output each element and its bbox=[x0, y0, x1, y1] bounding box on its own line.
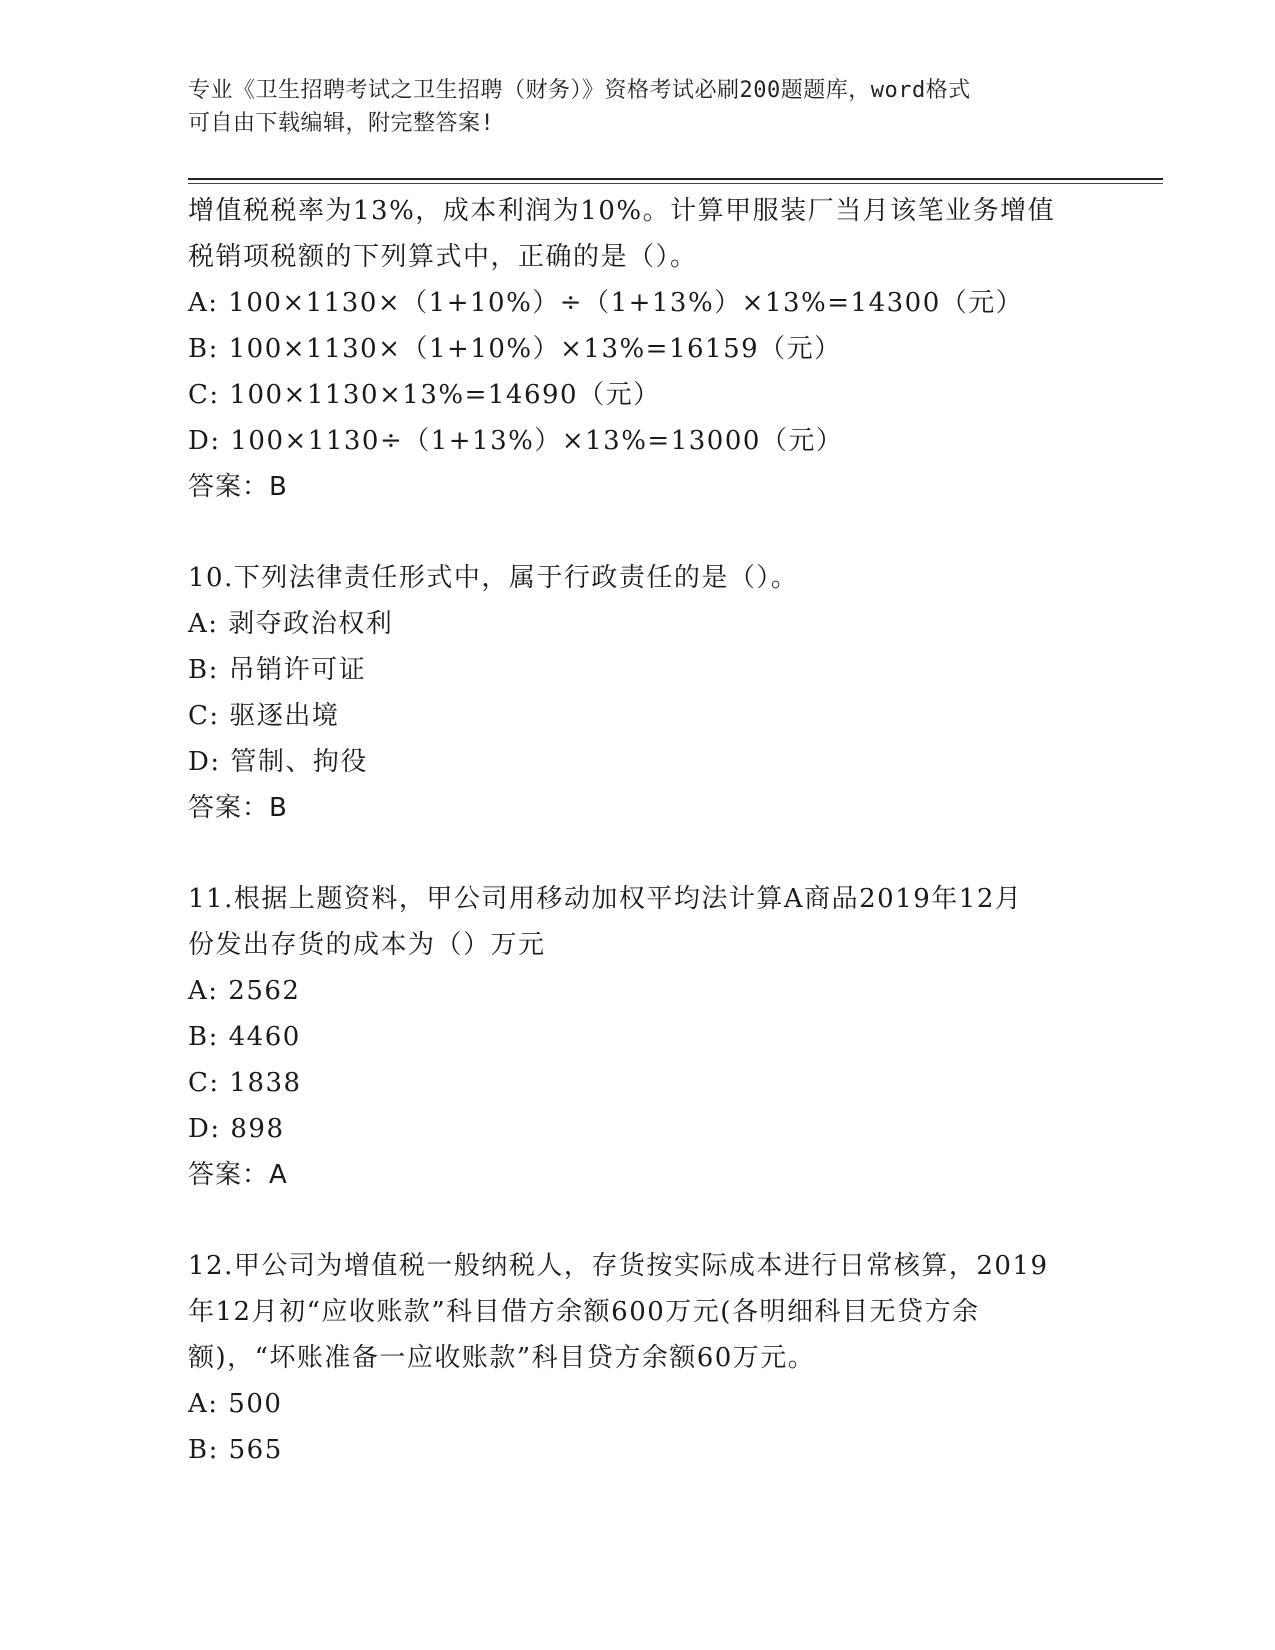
question-9-text-line-1: 增值税税率为13%，成本利润为10%。计算甲服装厂当月该笔业务增值 bbox=[188, 196, 1056, 226]
question-11-option-c: C: 1838 bbox=[188, 1068, 302, 1098]
question-11-text-line-2: 份发出存货的成本为（）万元 bbox=[188, 930, 546, 960]
question-9-option-a: A: 100×1130×（1+10%）÷（1+13%）×13%=14300（元） bbox=[188, 288, 1024, 318]
question-9-answer: 答案：B bbox=[188, 472, 288, 502]
question-9-text-line-2: 税销项税额的下列算式中，正确的是（）。 bbox=[188, 242, 698, 272]
question-11-option-d: D: 898 bbox=[188, 1114, 285, 1144]
question-10-answer: 答案：B bbox=[188, 793, 288, 823]
question-11 bbox=[188, 876, 1088, 1198]
document-header bbox=[188, 74, 1088, 140]
question-12-option-a: A: 500 bbox=[188, 1389, 283, 1419]
question-10-option-c: C: 驱逐出境 bbox=[188, 701, 340, 731]
question-12-text-line-3: 额)，“坏账准备一应收账款”科目贷方余额60万元。 bbox=[188, 1343, 816, 1373]
header-rule-thin bbox=[188, 183, 1163, 184]
spacer bbox=[188, 510, 1088, 555]
question-10-option-d: D: 管制、拘役 bbox=[188, 747, 368, 777]
question-11-answer: 答案：A bbox=[188, 1160, 288, 1190]
question-12 bbox=[188, 1243, 1088, 1473]
question-9 bbox=[188, 188, 1088, 510]
header-rule-thick bbox=[188, 178, 1163, 180]
spacer bbox=[188, 1198, 1088, 1243]
header-title-line-2: 可自由下载编辑，附完整答案! bbox=[188, 111, 495, 136]
question-12-text-line-1: 12.甲公司为增值税一般纳税人，存货按实际成本进行日常核算，2019 bbox=[188, 1251, 1049, 1281]
header-title-line-1: 专业《卫生招聘考试之卫生招聘（财务）》资格考试必刷200题题库，word格式 bbox=[188, 78, 971, 103]
question-10-text-line-1: 10.下列法律责任形式中，属于行政责任的是（）。 bbox=[188, 563, 799, 593]
question-10-option-a: A: 剥夺政治权利 bbox=[188, 609, 394, 639]
question-12-option-b: B: 565 bbox=[188, 1435, 283, 1465]
question-11-option-a: A: 2562 bbox=[188, 976, 301, 1006]
question-9-option-c: C: 100×1130×13%=14690（元） bbox=[188, 380, 661, 410]
question-9-option-b: B: 100×1130×（1+10%）×13%=16159（元） bbox=[188, 334, 842, 364]
spacer bbox=[188, 831, 1088, 876]
document-body bbox=[188, 188, 1088, 1473]
question-10-option-b: B: 吊销许可证 bbox=[188, 655, 367, 685]
question-11-option-b: B: 4460 bbox=[188, 1022, 301, 1052]
question-10 bbox=[188, 555, 1088, 831]
question-12-text-line-2: 年12月初“应收账款”科目借方余额600万元(各明细科目无贷方余 bbox=[188, 1297, 980, 1327]
question-11-text-line-1: 11.根据上题资料，甲公司用移动加权平均法计算A商品2019年12月 bbox=[188, 884, 1023, 914]
question-9-option-d: D: 100×1130÷（1+13%）×13%=13000（元） bbox=[188, 426, 844, 456]
